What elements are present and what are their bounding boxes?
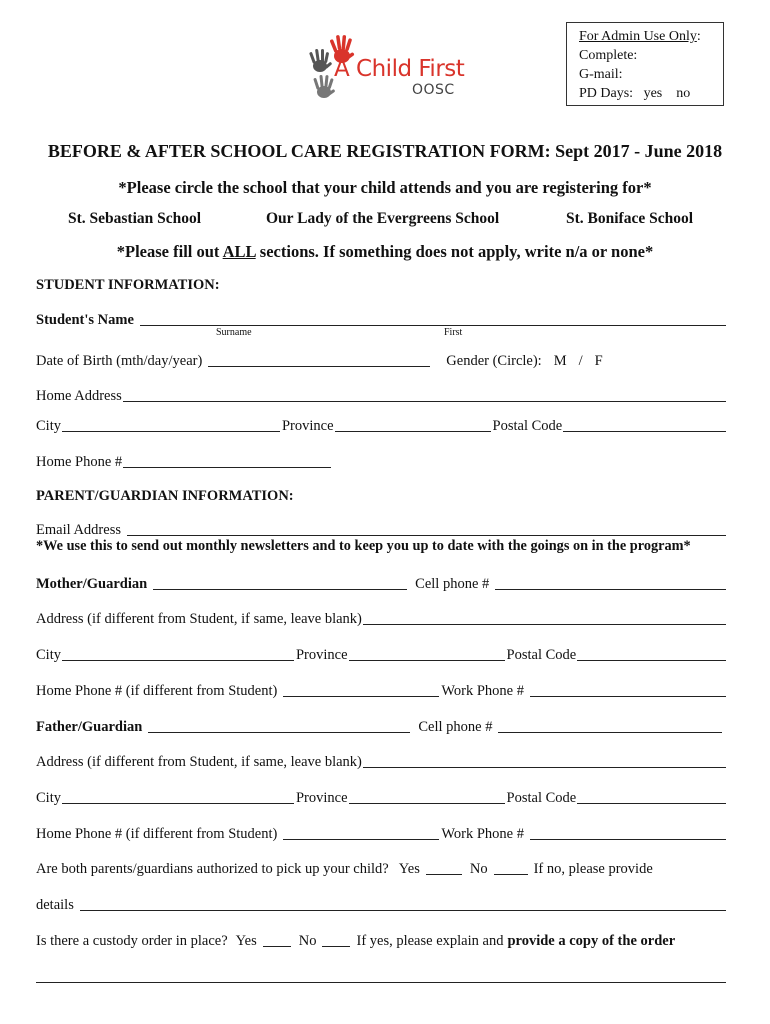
dob-gender-row	[36, 350, 728, 370]
mother-cell-label: Cell phone #	[415, 576, 490, 592]
custody-explanation-field[interactable]	[36, 982, 726, 983]
admin-title-colon: :	[696, 29, 701, 44]
pickup-details-row	[36, 894, 728, 914]
student-name-label: Student's Name	[36, 312, 134, 328]
father-province-field[interactable]	[349, 803, 505, 804]
mother-home-phone-label: Home Phone # (if different from Student)	[36, 683, 278, 699]
father-address-row	[36, 751, 728, 771]
mother-guardian-label: Mother/Guardian	[36, 576, 148, 592]
pickup-yes-field[interactable]	[426, 874, 462, 875]
father-guardian-label: Father/Guardian	[36, 719, 143, 735]
school-option-st-sebastian[interactable]: St. Sebastian School	[68, 210, 202, 227]
custody-row	[36, 930, 728, 950]
pickup-no-field[interactable]	[494, 874, 528, 875]
mother-address-row	[36, 608, 728, 628]
admin-pd-yes: yes	[643, 86, 663, 101]
parent-info-heading: PARENT/GUARDIAN INFORMATION:	[36, 488, 294, 504]
fill-note-all: ALL	[222, 242, 256, 261]
father-work-phone-field[interactable]	[530, 839, 726, 840]
mother-phones-row	[36, 680, 728, 700]
gender-option-m[interactable]: M	[553, 353, 567, 369]
custody-no-label: No	[298, 933, 317, 949]
father-phones-row	[36, 823, 728, 843]
logo-brand: A Child First	[334, 56, 465, 82]
mother-work-phone-label: Work Phone #	[441, 683, 524, 699]
mother-cell-field[interactable]	[495, 589, 726, 590]
father-city-field[interactable]	[62, 803, 294, 804]
email-label: Email Address	[36, 522, 121, 538]
admin-complete-label: Complete:	[579, 48, 638, 63]
email-field[interactable]	[127, 535, 726, 536]
pickup-question: Are both parents/guardians authorized to pick up your child?	[36, 861, 389, 877]
father-guardian-field[interactable]	[148, 732, 410, 733]
father-city-label: City	[36, 790, 61, 806]
city-label: City	[36, 418, 61, 434]
home-phone-label: Home Phone #	[36, 454, 123, 470]
mother-address-label: Address (if different from Student, if same, leave blank)	[36, 611, 362, 627]
father-home-phone-field[interactable]	[283, 839, 439, 840]
mother-province-label: Province	[295, 647, 348, 663]
father-home-phone-label: Home Phone # (if different from Student)	[36, 826, 278, 842]
student-city-row	[36, 415, 728, 435]
dob-label: Date of Birth (mth/day/year)	[36, 353, 203, 369]
email-usage-note: *We use this to send out monthly newsletters and to keep you up to date with the goings on in the program*	[36, 538, 691, 554]
mother-city-label: City	[36, 647, 61, 663]
father-postal-code-field[interactable]	[577, 803, 726, 804]
gender-label: Gender (Circle):	[446, 353, 542, 369]
mother-postal-code-field[interactable]	[577, 660, 726, 661]
custody-explain-label: If yes, please explain and	[356, 933, 504, 949]
father-postal-code-label: Postal Code	[506, 790, 577, 806]
admin-pd-days-label: PD Days:	[579, 86, 634, 101]
form-title: BEFORE & AFTER SCHOOL CARE REGISTRATION FORM: Sept 2017 - June 2018	[47, 141, 723, 161]
surname-sublabel: Surname	[216, 327, 252, 338]
home-address-field[interactable]	[123, 401, 726, 402]
circle-school-note: *Please circle the school that your child attends and you are registering for*	[118, 178, 652, 197]
custody-provide-copy-label: provide a copy of the order	[507, 933, 676, 949]
student-info-heading: STUDENT INFORMATION:	[36, 277, 220, 293]
mother-city-field[interactable]	[62, 660, 294, 661]
custody-question: Is there a custody order in place?	[36, 933, 228, 949]
postal-code-label: Postal Code	[492, 418, 563, 434]
custody-explanation-row	[36, 966, 728, 986]
email-row	[36, 519, 728, 539]
first-name-sublabel: First	[444, 327, 463, 338]
pickup-no-label: No	[469, 861, 488, 877]
admin-gmail-label: G-mail:	[579, 67, 623, 82]
admin-use-box	[566, 22, 724, 106]
pickup-details-label: details	[36, 897, 74, 913]
school-option-our-lady-evergreens[interactable]: Our Lady of the Evergreens School	[266, 210, 500, 227]
pickup-yes-label: Yes	[398, 861, 420, 877]
custody-no-field[interactable]	[322, 946, 350, 947]
father-work-phone-label: Work Phone #	[441, 826, 524, 842]
province-label: Province	[281, 418, 334, 434]
admin-pd-no: no	[676, 86, 691, 101]
fill-note-post: sections. If something does not apply, write n/a or none*	[255, 242, 654, 261]
student-name-field[interactable]	[140, 325, 726, 326]
dob-field[interactable]	[208, 366, 430, 367]
home-phone-row	[36, 451, 728, 471]
fill-note-pre: *Please fill out	[116, 242, 223, 261]
father-province-label: Province	[295, 790, 348, 806]
pickup-authorization-row	[36, 858, 728, 878]
mother-guardian-field[interactable]	[153, 589, 407, 590]
father-cell-field[interactable]	[498, 732, 722, 733]
province-field[interactable]	[335, 431, 491, 432]
school-option-st-boniface[interactable]: St. Boniface School	[566, 210, 694, 227]
admin-title: For Admin Use Only	[579, 29, 697, 44]
gender-option-f[interactable]: F	[594, 353, 603, 369]
mother-postal-code-label: Postal Code	[506, 647, 577, 663]
mother-work-phone-field[interactable]	[530, 696, 726, 697]
father-address-label: Address (if different from Student, if same, leave blank)	[36, 754, 362, 770]
home-address-label: Home Address	[36, 388, 122, 404]
custody-yes-field[interactable]	[263, 946, 291, 947]
city-field[interactable]	[62, 431, 280, 432]
pickup-details-field[interactable]	[80, 910, 726, 911]
logo-sub: OOSC	[412, 82, 455, 98]
fill-all-sections-note	[0, 242, 770, 262]
student-name-row	[36, 309, 728, 329]
home-address-row	[36, 385, 728, 405]
mother-province-field[interactable]	[349, 660, 505, 661]
father-cell-label: Cell phone #	[418, 719, 493, 735]
gender-slash: /	[578, 353, 583, 369]
mother-city-row	[36, 644, 728, 664]
mother-home-phone-field[interactable]	[283, 696, 439, 697]
logo	[308, 34, 468, 106]
father-address-field[interactable]	[363, 767, 726, 768]
mother-row	[36, 573, 728, 593]
father-row	[36, 716, 728, 736]
home-phone-field[interactable]	[123, 467, 331, 468]
pickup-if-no-label: If no, please provide	[533, 861, 653, 877]
father-city-row	[36, 787, 728, 807]
postal-code-field[interactable]	[563, 431, 726, 432]
mother-address-field[interactable]	[363, 624, 726, 625]
custody-yes-label: Yes	[235, 933, 257, 949]
